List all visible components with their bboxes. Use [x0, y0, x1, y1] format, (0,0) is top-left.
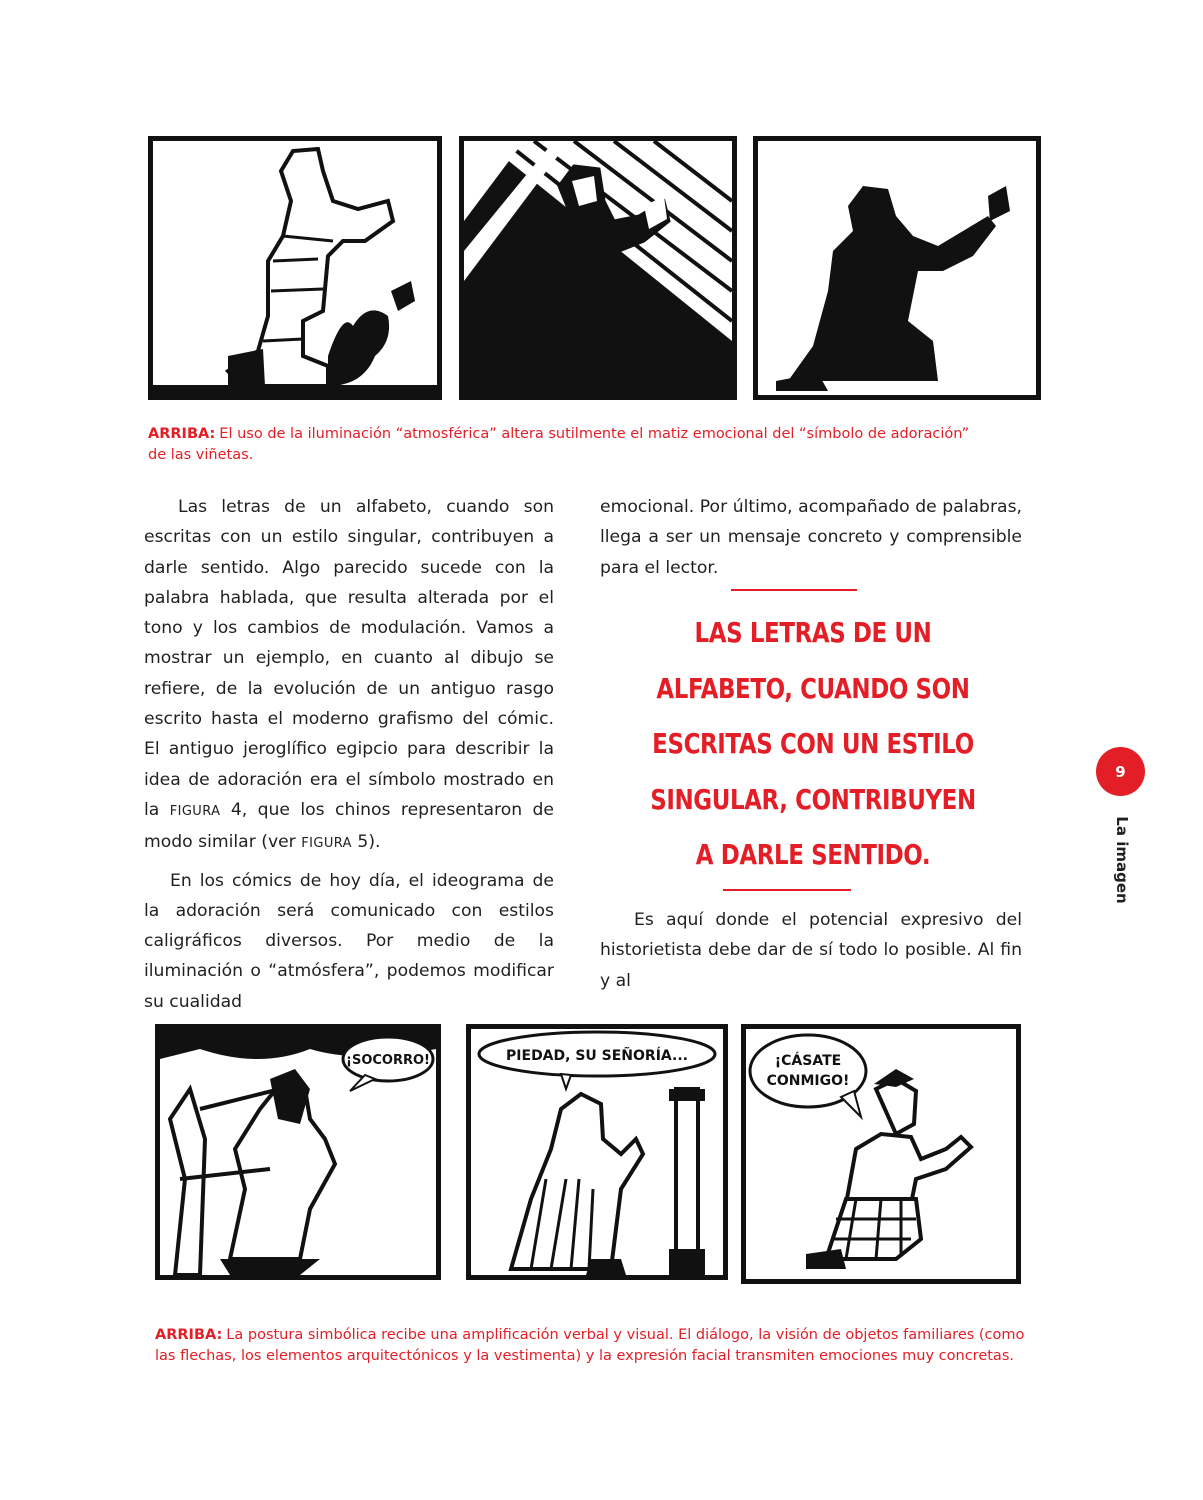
pullquote-line: ALFABETO, CUANDO SON — [656, 671, 970, 705]
caption-label: ARRIBA: — [148, 426, 216, 442]
kneeling-silhouette-illustration — [758, 141, 1036, 395]
caption-text: El uso de la iluminación “atmosférica” altera sutilmente el matiz emocional del “símbolo de adoración” — [219, 426, 970, 442]
paragraph: Es aquí donde el potencial expresivo del historietista debe dar de sí todo lo posible. Al fin y al — [600, 910, 1022, 991]
comic-panel-rays — [459, 136, 737, 400]
speech-bubble-text: ¡SOCORRO! — [346, 1053, 430, 1068]
pullquote-line: SINGULAR, CONTRIBUYEN — [650, 782, 976, 816]
comic-panel-socorro — [155, 1024, 441, 1280]
body-column-right — [600, 492, 1022, 583]
tree-arrows-illustration — [160, 1029, 436, 1275]
paragraph — [144, 492, 554, 860]
paragraph-text: 5). — [357, 832, 381, 853]
speech-bubble-text: CONMIGO! — [766, 1073, 850, 1089]
caption-text-line2: de las viñetas. — [148, 447, 254, 463]
kneeling-man-proposal-illustration — [746, 1029, 1016, 1279]
figure-ref: FIGURA — [301, 836, 352, 852]
pullquote-rule-top — [731, 589, 857, 591]
pullquote-line: A DARLE SENTIDO. — [695, 838, 931, 871]
kneeling-woman-illustration — [471, 1029, 723, 1275]
kneeling-figure-light-rays-illustration — [464, 141, 732, 395]
kneeling-figure-illustration — [153, 141, 437, 395]
caption-text-line2: las flechas, los elementos arquitectónicos y la vestimenta) y la expresión facial transmiten emociones muy concretas. — [155, 1348, 1014, 1364]
comic-panel-casate — [741, 1024, 1021, 1284]
paragraph: En los cómics de hoy día, el ideograma de la adoración será comunicado con estilos caligráficos diversos. Por medio de la iluminación o “atmósfera”, podemos modificar su cualidad — [144, 870, 554, 1012]
comic-panel-silhouette — [753, 136, 1041, 400]
page-number-badge: 9 — [1096, 747, 1145, 796]
speech-bubble-text: ¡CÁSATE — [774, 1053, 842, 1069]
top-caption — [148, 424, 1028, 466]
paragraph: emocional. Por último, acompañado de palabras, llega a ser un mensaje concreto y comprensible para el lector. — [600, 497, 1022, 578]
body-column-left — [144, 492, 554, 1017]
pullquote-line: LAS LETRAS DE UN — [694, 616, 932, 649]
figure-ref: FIGURA — [169, 803, 221, 819]
pull-quote — [641, 605, 985, 883]
comic-panel-piedad — [466, 1024, 728, 1280]
caption-text: La postura simbólica recibe una amplificación verbal y visual. El diálogo, la visión de objetos familiares (como — [226, 1327, 1025, 1343]
comic-panel-lit-figure — [148, 136, 442, 400]
paragraph-text: Las letras de un alfabeto, cuando son escritas con un estilo singular, contribuyen a darle sentido. Algo parecido sucede con la palabra hablada, que resulta alterada por el tono y los cambios de modulación. Vamos a mostrar un ejemplo, en cuanto al dibujo se refiere, de la evolución de un antiguo rasgo escrito hasta el moderno grafismo del cómic. El antiguo jeroglífico egipcio para describir la idea de adoración era el símbolo mostrado en la — [144, 497, 554, 820]
caption-label: ARRIBA: — [155, 1327, 223, 1343]
speech-bubble-text: PIEDAD, SU SEÑORÍA... — [506, 1048, 688, 1064]
pullquote-line: ESCRITAS CON UN ESTILO — [652, 727, 974, 760]
section-label: La imagen — [1113, 816, 1131, 904]
bottom-caption — [155, 1325, 1035, 1367]
paragraph-text: 4, que los chinos representaron de modo similar (ver — [144, 799, 555, 853]
body-column-right-continued — [600, 905, 1022, 996]
pullquote-rule-bottom — [723, 889, 851, 891]
